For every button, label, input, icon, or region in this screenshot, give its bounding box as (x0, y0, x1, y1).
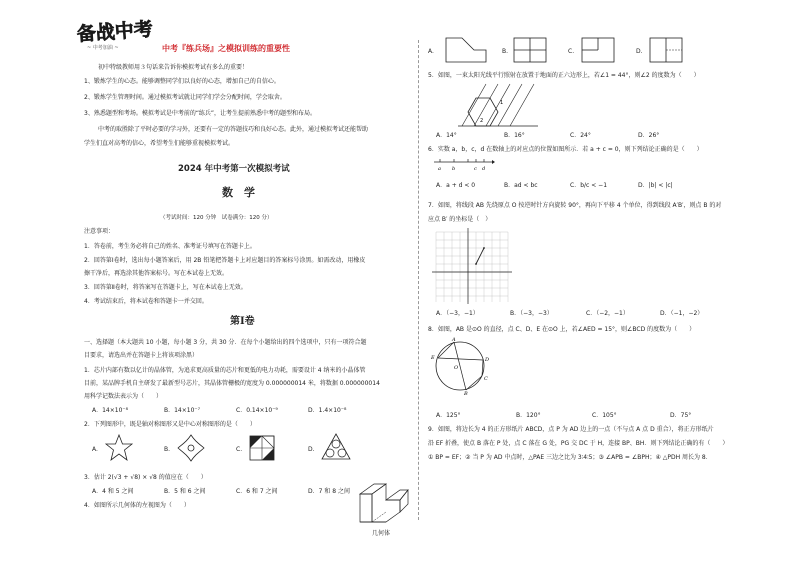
q4-view-c-figure (580, 36, 616, 64)
q1-stem-line-1: 1．芯片内部有数以亿计的晶体管，为追求更高质量的芯片和更低的电力功耗，需要设计 4 纳米的小晶体管 (84, 367, 366, 374)
intro-paragraph-line-1: 中考的取胜除了平时必要的学习外，还要有一定的答题技巧和良好心态。此外，通过模拟考试还能帮助 (98, 126, 369, 133)
q1-option-a: A．14×10⁻⁸ (92, 407, 128, 414)
column-divider (418, 40, 419, 520)
notes-heading: 注意事项： (84, 228, 115, 235)
q8-circle-figure (426, 334, 496, 396)
exam-subject: 数 学 (222, 186, 255, 199)
q1-option-d: D．1.4×10⁻⁸ (308, 407, 347, 414)
q4-view-a-figure (444, 36, 488, 64)
q8-option-a: A．125° (436, 412, 461, 419)
logo-image (75, 14, 155, 54)
q2-figure-cross-icon (176, 433, 206, 463)
q6-stem: 6．实数 a，b，c，d 在数轴上的对应点的位置如图所示．若 a + c = 0，则下列结论正确的是（ ） (428, 146, 703, 153)
q5-option-c: C．24° (570, 132, 591, 139)
q8-label-c: C (484, 376, 488, 382)
q4-stem: 4．如图所示几何体的左视图为（ ） (84, 502, 190, 509)
q4-option-d: D. (636, 48, 643, 55)
q6-option-d: D．|b| < |c| (638, 182, 673, 189)
q2-option-b: B. (164, 446, 171, 453)
q5-angle-2-label: 2 (480, 118, 484, 124)
q8-label-o: O (454, 365, 459, 371)
section-instruction-line-2: 目要求，请选出并在答题卡上将该项涂黑） (84, 352, 199, 359)
q3-option-b: B．5 和 6 之间 (164, 488, 206, 495)
q2-option-a: A. (92, 446, 98, 453)
header-title: 中考『练兵场』之模拟训练的重要性 (162, 44, 290, 53)
q7-option-b: B．（−3，−3） (510, 310, 553, 317)
q1-stem-line-2: 目前，某品牌手机自主研发了最新型号芯片，其晶体管栅极的宽度为 0.000000014 米，将数据 0.000000014 (84, 380, 380, 387)
q8-option-c: C．105° (592, 412, 617, 419)
q4-option-c: C. (568, 48, 575, 55)
q4-solid-figure (356, 476, 412, 528)
q7-stem-line-2: 应点 B′ 的坐标是（ ） (428, 216, 492, 223)
q5-option-b: B．16° (504, 132, 525, 139)
note-3: 3．回答第Ⅱ卷时，将答案写在答题卡上，写在本试卷上无效。 (84, 284, 247, 291)
q4-figure-caption: 几何体 (372, 530, 391, 537)
exam-title: 2024 年中考第一次模拟考试 (178, 164, 290, 174)
intro-lead: 初中特级教师用３句话来告诉你模拟考试有多么的重要！ (98, 64, 249, 71)
q6-point-c: c (474, 166, 477, 172)
q2-stem: 2．下列图形中，既是轴对称图形又是中心对称图形的是（ ） (84, 421, 256, 428)
q2-figure-grid-icon (248, 434, 276, 462)
q6-number-line (432, 156, 496, 174)
q8-label-b: B (464, 391, 468, 397)
q2-option-c: C. (236, 446, 243, 453)
q7-coordinate-grid (430, 226, 514, 306)
q7-option-d: D．（−1，−2） (660, 310, 704, 317)
q8-stem: 8．如图，AB 是⊙O 的直径，点 C、D、E 在⊙O 上，若∠AED = 15°，则∠BCD 的度数为（ ） (428, 326, 696, 333)
note-4: 4．考试结束后，将本试卷和答题卡一并交回。 (84, 298, 208, 305)
q6-point-a: a (438, 166, 441, 172)
q1-option-c: C．0.14×10⁻⁹ (236, 407, 278, 414)
q3-option-d: D．7 和 8 之间 (308, 488, 350, 495)
q1-option-b: B．14×10⁻⁷ (164, 407, 200, 414)
q5-option-d: D．26° (638, 132, 660, 139)
q6-point-b: b (452, 166, 456, 172)
intro-paragraph-line-2: 学生们直对高考的信心，希望考生们能够重视模拟考试。 (84, 140, 235, 147)
q2-figure-star-icon (104, 433, 134, 463)
q8-label-e: E (431, 355, 435, 361)
q6-point-d: d (482, 166, 486, 172)
q3-option-a: A．4 和 5 之间 (92, 488, 134, 495)
exam-meta: （考试时间：120 分钟 试卷满分：120 分） (160, 215, 273, 221)
q2-figure-triangle-icon (320, 432, 352, 462)
q7-option-c: C．（−2，−1） (586, 310, 629, 317)
q4-option-b: B. (502, 48, 509, 55)
note-2-line-1: 2．回答第Ⅰ卷时，选出每小题答案后，用 2B 铅笔把答题卡上对应题目的答案标号涂黑。如需改动，用橡皮 (84, 257, 366, 264)
q8-label-d: D (485, 357, 490, 363)
q7-option-a: A．（−3，−1） (436, 310, 479, 317)
section-instruction-line-1: 一、选择题（本大题共 10 小题，每小题 3 分，共 30 分．在每个小题给出的四个选项中，只有一项符合题 (84, 339, 367, 346)
q6-option-c: C．b/c < −1 (570, 182, 608, 189)
q9-stem-line-3: ① BP = EF；② 当 P 为 AD 中点时，△PAE 三边之比为 3∶4∶5；③ ∠APB = ∠BPH；④ △PDH 周长为 8． (428, 454, 712, 461)
intro-point-2: 2、锻炼学生管理时间。通过模拟考试就让同学们学会分配时间，学会取舍。 (84, 94, 286, 101)
right-column (420, 0, 794, 562)
note-1: 1．答卷前，考生务必将自己的姓名、准考证号填写在答题卡上。 (84, 243, 256, 250)
logo-subtitle: ~ 中考加油 ~ (87, 45, 119, 51)
q3-option-c: C．6 和 7 之间 (236, 488, 278, 495)
intro-point-3: 3、熟悉题型和考场。模拟考试是中考前的“练兵”，让考生提前熟悉中考的题型和布局。 (84, 110, 317, 117)
note-2-line-2: 擦干净后，再选涂其他答案标号。写在本试卷上无效。 (84, 270, 229, 277)
q9-stem-line-1: 9．如图，将边长为 4 的正方形纸片 ABCD，点 P 为 AD 边上的一点（不与点 A 点 D 重合），将正方形纸片 (428, 426, 714, 433)
q4-view-d-figure (648, 36, 684, 64)
q5-angle-1-label: 1 (500, 100, 504, 106)
q8-label-a: A (452, 337, 456, 343)
logo-text: 备战中考 (76, 18, 154, 46)
q4-view-b-figure (512, 36, 548, 64)
q5-hexagon-figure (456, 82, 540, 128)
q2-option-d: D. (308, 446, 315, 453)
q3-stem: 3．估计 2(√3 + √8) × √8 的值应在（ ） (84, 474, 207, 481)
q5-stem: 5．如图，一束太阳光线平行照射在放置于地面的正六边形上，若∠1 = 44°，则∠2 的度数为（ ） (428, 72, 700, 79)
q6-option-a: A．a + d < 0 (436, 182, 476, 189)
q4-option-a: A. (428, 48, 434, 55)
q1-stem-line-3: 用科学记数法表示为（ ） (84, 393, 163, 400)
intro-point-1: 1、锻炼学生的心态。能够调整同学们以良好的心态，增加自己的自信心。 (84, 78, 280, 85)
q7-stem-line-1: 7．如图，将线段 AB 先绕原点 O 按逆时针方向旋转 90°，再向下平移 4 个单位，得到线段 A′B′，则点 B 的对 (428, 202, 722, 209)
q6-option-b: B．ad < bc (504, 182, 538, 189)
q8-option-d: D．75° (670, 412, 692, 419)
part-heading: 第Ⅰ卷 (230, 316, 255, 327)
q9-stem-line-2: 沿 EF 折叠，使点 B 落在 P 处，点 C 落在 G 处，PG 交 DC 于 H，连接 BP、BH．则下列结论正确的有（ ） (428, 440, 729, 447)
q5-option-a: A．14° (436, 132, 457, 139)
q8-option-b: B．120° (516, 412, 541, 419)
